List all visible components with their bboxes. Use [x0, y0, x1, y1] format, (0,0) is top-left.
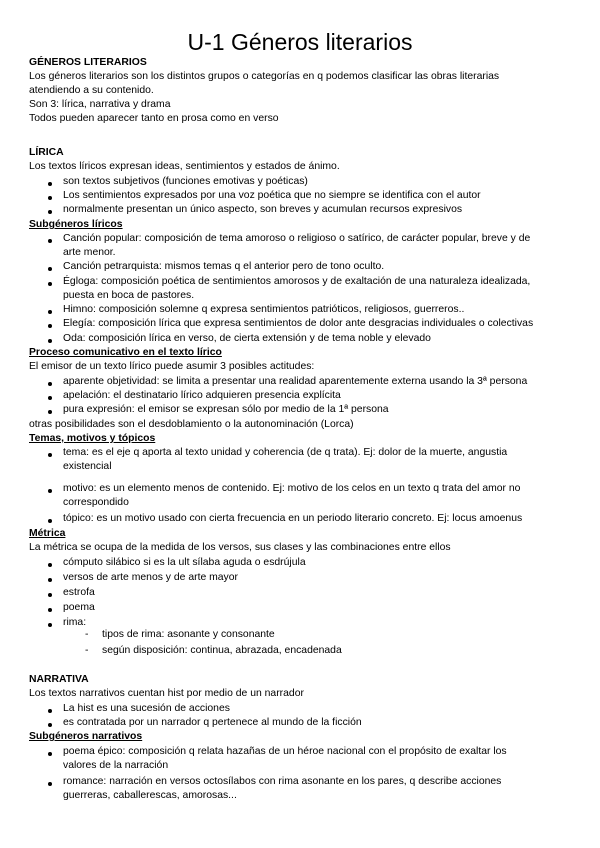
metrica-item: estrofa [63, 587, 95, 598]
narrativa-bullet: La hist es una sucesión de acciones [63, 703, 230, 714]
subgenero-item-cont: puesta en boca de pastores. [63, 290, 195, 301]
bullet-dot [48, 782, 52, 786]
generos-heading: GÉNEROS LITERARIOS [29, 57, 147, 68]
subgenero-item: Canción petrarquista: mismos temas q el anterior pero de tono oculto. [63, 261, 385, 272]
bullet-dot [48, 519, 52, 523]
narrativa-subgenero-item: romance: narración en versos octosílabos con rima asonante en los pares, q describe acciones [63, 776, 502, 787]
bullet-dot [48, 623, 52, 627]
metrica-item: versos de arte menos y de arte mayor [63, 572, 238, 583]
bullet-dot [48, 752, 52, 756]
bullet-dot [48, 563, 52, 567]
metrica-item: rima: [63, 617, 87, 628]
metrica-item: poema [63, 602, 95, 613]
subgenero-item: Himno: composición solemne q expresa sentimientos patrióticos, religiosos, guerreros.. [63, 304, 465, 315]
temas-item: tema: es el eje q aporta al texto unidad y coherencia (de q trata). Ej: dolor de la muerte, angustia [63, 447, 508, 458]
temas-heading: Temas, motivos y tópicos [29, 433, 156, 444]
metrica-heading: Métrica [29, 528, 66, 539]
bullet-dot [48, 196, 52, 200]
bullet-dot [48, 593, 52, 597]
metrica-item: cómputo silábico si es la ult sílaba aguda o esdrújula [63, 557, 306, 568]
generos-line: Todos pueden aparecer tanto en prosa como en verso [29, 113, 279, 124]
subgenero-item: Elegía: composición lírica que expresa sentimientos de dolor ante desgracias individuales o colectivas [63, 318, 534, 329]
narrativa-heading: NARRATIVA [29, 674, 89, 685]
generos-line: Los géneros literarios son los distintos grupos o categorías en q podemos clasificar las obras literarias [29, 71, 500, 82]
dash-marker: - [85, 645, 89, 656]
temas-item: tópico: es un motivo usado con cierta frecuencia en un periodo literario concreto. Ej: locus amoenus [63, 513, 523, 524]
bullet-dot [48, 239, 52, 243]
subgenero-item: Égloga: composición poética de sentimientos amorosos y de exaltación de una naturaleza idealizada, [63, 276, 531, 287]
bullet-dot [48, 608, 52, 612]
bullet-dot [48, 267, 52, 271]
bullet-dot [48, 489, 52, 493]
bullet-dot [48, 453, 52, 457]
bullet-dot [48, 282, 52, 286]
subgenero-item: Oda: composición lírica en verso, de cierta extensión y de tema noble y elevado [63, 333, 431, 344]
subgeneros-liricos-heading: Subgéneros líricos [29, 219, 123, 230]
generos-line: atendiendo a su contenido. [29, 85, 154, 96]
lirica-bullet: Los sentimientos expresados por una voz poética que no siempre se identifica con el autor [63, 190, 481, 201]
lirica-bullet: son textos subjetivos (funciones emotivas y poéticas) [63, 176, 308, 187]
dash-marker: - [85, 629, 89, 640]
narrativa-subgenero-item-cont: guerreras, caballerescas, amorosas... [63, 790, 237, 801]
lirica-bullet: normalmente presentan un único aspecto, son breves y acumulan recursos expresivos [63, 204, 463, 215]
bullet-dot [48, 182, 52, 186]
proceso-item: pura expresión: el emisor se expresan sólo por medio de la 1ª persona [63, 404, 389, 415]
subgeneros-narrativos-heading: Subgéneros narrativos [29, 731, 143, 742]
bullet-dot [48, 578, 52, 582]
bullet-dot [48, 709, 52, 713]
bullet-dot [48, 396, 52, 400]
narrativa-subgenero-item: poema épico: composición q relata hazañas de un héroe nacional con el propósito de exaltar los [63, 746, 507, 757]
temas-item-cont: correspondido [63, 497, 129, 508]
proceso-item: apelación: el destinatario lírico adquieren presencia explícita [63, 390, 341, 401]
subgenero-item-cont: arte menor. [63, 247, 116, 258]
bullet-dot [48, 410, 52, 414]
bullet-dot [48, 210, 52, 214]
lirica-intro: Los textos líricos expresan ideas, sentimientos y estados de ánimo. [29, 161, 340, 172]
subgenero-item: Canción popular: composición de tema amoroso o religioso o satírico, de carácter popular, breve y de [63, 233, 531, 244]
bullet-dot [48, 339, 52, 343]
temas-item-cont: existencial [63, 461, 112, 472]
proceso-outro: otras posibilidades son el desdoblamiento o la autonominación (Lorca) [29, 419, 354, 430]
proceso-item: aparente objetividad: se limita a presentar una realidad aparentemente externa usando la 3ª persona [63, 376, 528, 387]
lirica-heading: LÍRICA [29, 147, 64, 158]
narrativa-intro: Los textos narrativos cuentan hist por medio de un narrador [29, 688, 304, 699]
bullet-dot [48, 310, 52, 314]
narrativa-bullet: es contratada por un narrador q pertenece al mundo de la ficción [63, 717, 362, 728]
temas-item: motivo: es un elemento menos de contenido. Ej: motivo de los celos en un texto q trata del amor no [63, 483, 521, 494]
bullet-dot [48, 324, 52, 328]
rima-item: según disposición: continua, abrazada, encadenada [102, 645, 342, 656]
bullet-dot [48, 382, 52, 386]
bullet-dot [48, 723, 52, 727]
generos-line: Son 3: lírica, narrativa y drama [29, 99, 171, 110]
proceso-intro: El emisor de un texto lírico puede asumir 3 posibles actitudes: [29, 361, 315, 372]
metrica-intro: La métrica se ocupa de la medida de los versos, sus clases y las combinaciones entre ellos [29, 542, 451, 553]
rima-item: tipos de rima: asonante y consonante [102, 629, 275, 640]
page-title: U-1 Géneros literarios [187, 29, 413, 55]
narrativa-subgenero-item-cont: valores de la narración [63, 760, 169, 771]
proceso-heading: Proceso comunicativo en el texto lírico [29, 347, 222, 358]
